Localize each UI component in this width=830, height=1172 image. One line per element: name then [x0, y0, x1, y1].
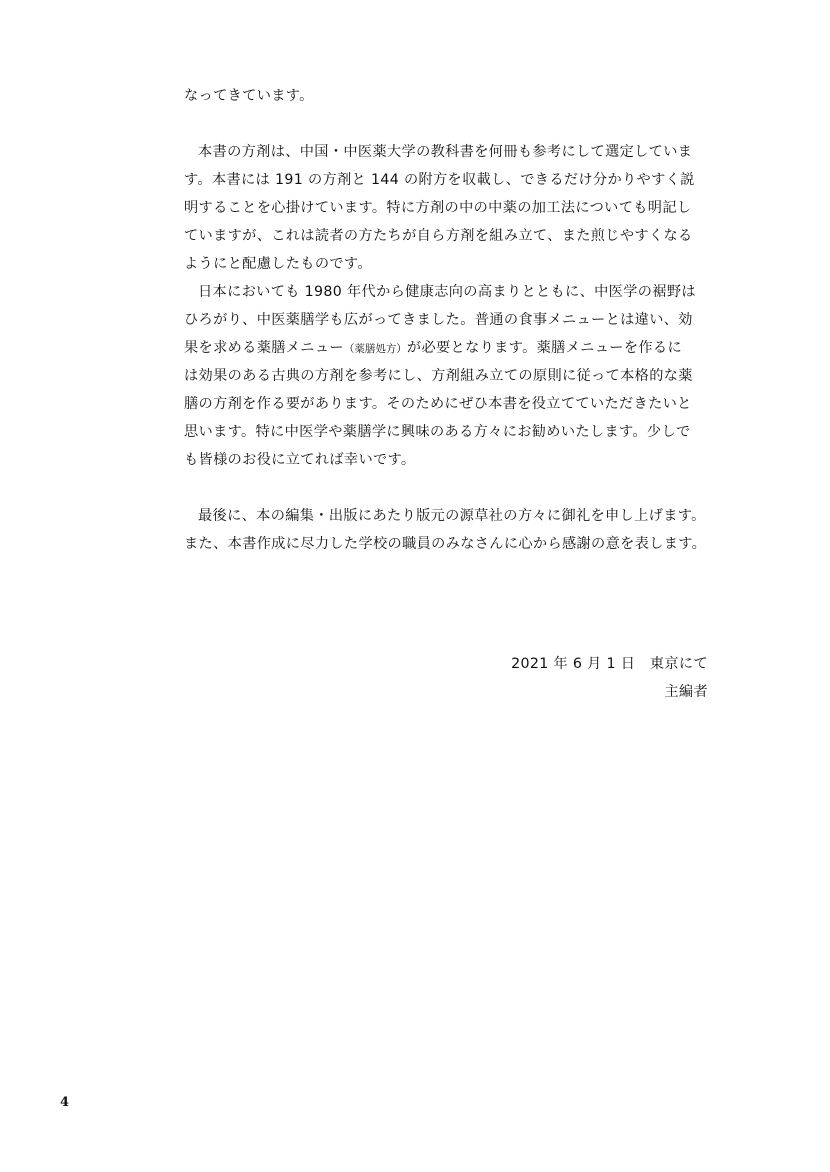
paragraph-2-line-2: す。本書には 191 の方剤と 144 の附方を収載し、できるだけ分かりやすく説 [184, 172, 695, 188]
paragraph-1-line: なってきています。 [184, 88, 314, 104]
paragraph-3-line-7: も皆様のお役に立てれば幸いです。 [184, 452, 416, 468]
paragraph-2-line-1: 本書の方剤は、中国・中医薬大学の教科書を何冊も参考にして選定していま [198, 144, 693, 160]
paragraph-2-line-4: ていますが、これは読者の方たちが自ら方剤を組み立て、また煎じやすくなる [184, 228, 693, 244]
paragraph-3-line-3-before: 果を求める薬膳メニュー [184, 340, 344, 356]
paragraph-3-line-1: 日本においても 1980 年代から健康志向の高まりとともに、中医学の裾野は [198, 284, 696, 300]
paragraph-4-line-1: 最後に、本の編集・出版にあたり版元の源草社の方々に御礼を申し上げます。 [198, 508, 706, 524]
paragraph-2-line-3: 明することを心掛けています。特に方剤の中の中薬の加工法についても明記し [184, 200, 692, 216]
paragraph-3-line-3-after: が必要となります。薬膳メニューを作るに [406, 340, 682, 356]
signature-date-place: 2021 年 6 月 1 日 東京にて [511, 656, 708, 672]
paragraph-4-line-2: また、本書作成に尽力した学校の職員のみなさんに心から感謝の意を表します。 [184, 536, 707, 552]
paragraph-2-line-5: ようにと配慮したものです。 [184, 256, 372, 272]
paragraph-3-line-2: ひろがり、中医薬膳学も広がってきました。普通の食事メニューとは違い、効 [184, 312, 693, 328]
paragraph-3-line-6: 思います。特に中医学や薬膳学に興味のある方々にお勧めいたします。少しで [184, 424, 691, 440]
paragraph-3-annotation: （薬膳処方） [343, 343, 407, 355]
body-text [184, 82, 729, 558]
paragraph-3-line-3 [184, 334, 729, 362]
paragraph-gap [184, 110, 729, 138]
paragraph-3-line-4: は効果のある古典の方剤を参考にし、方剤組み立ての原則に従って本格的な薬 [184, 368, 693, 384]
paragraph-3-line-5: 膳の方剤を作る要があります。そのためにぜひ本書を役立てていただきたいと [184, 396, 692, 412]
signature-block [511, 650, 708, 706]
page-number: 4 [60, 1095, 70, 1110]
paragraph-gap [184, 474, 729, 502]
signature-author: 主編者 [664, 684, 708, 700]
